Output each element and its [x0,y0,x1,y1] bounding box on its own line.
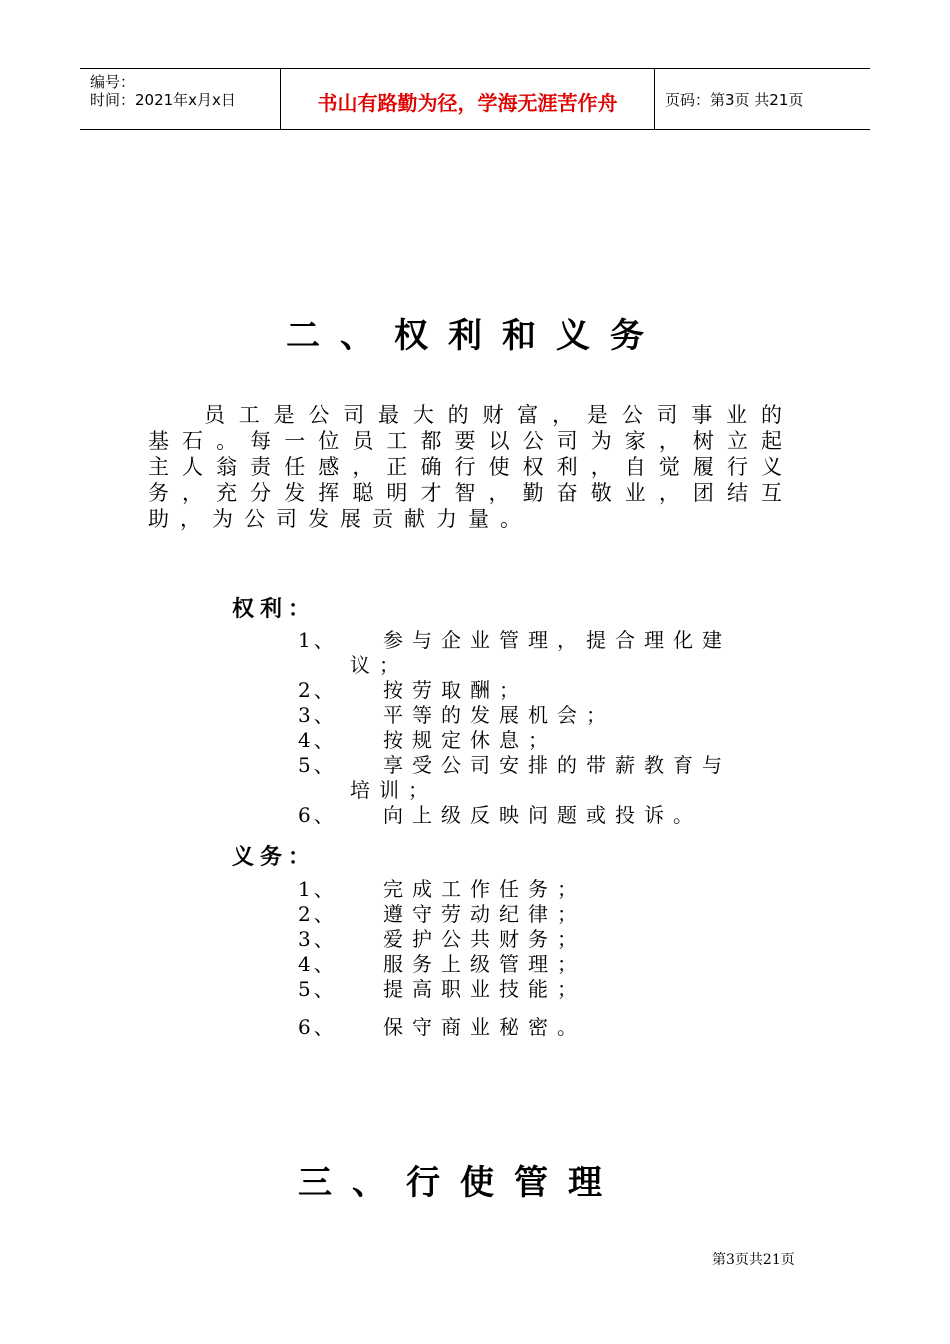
item-text: 享受公司安排的带薪教育与 [383,753,731,777]
item-number: 2、 [298,678,337,702]
document-code-label: 编号： [90,73,136,91]
item-number: 5、 [298,977,337,1001]
item-text: 参与企业管理，提合理化建 [383,628,731,652]
header-motto-cell [280,69,655,129]
item-text: 向上级反映问题或投诉。 [383,803,702,827]
paragraph-line: 员工是公司最大的财富，是公司事业的 [204,403,790,427]
item-text: 遵守劳动纪律； [383,902,586,926]
page-header [80,68,870,130]
item-number: 5、 [298,753,337,777]
paragraph-line: 基石。每一位员工都要以公司为家，树立起 [148,429,790,453]
item-number: 6、 [298,803,337,827]
item-number: 3、 [298,703,337,727]
item-number: 4、 [298,728,337,752]
item-text-continued: 议； [350,653,408,677]
item-text: 保守商业秘密。 [383,1015,586,1039]
document-time-label: 时间：2021年x月x日 [90,91,236,109]
footer-page-number: 第3页共21页 [712,1252,795,1268]
item-number: 1、 [298,628,337,652]
item-number: 3、 [298,927,337,951]
paragraph-line: 助，为公司发展贡献力量。 [148,507,532,531]
item-text: 提高职业技能； [383,977,586,1001]
header-motto: 书山有路勤为径，学海无涯苦作舟 [317,91,618,115]
item-text: 完成工作任务； [383,877,586,901]
item-number: 1、 [298,877,337,901]
header-page-cell [655,69,870,129]
item-text: 按劳取酬； [383,678,528,702]
item-text-continued: 培训； [350,778,437,802]
item-text: 平等的发展机会； [383,703,615,727]
rights-heading: 权利： [232,597,317,622]
item-text: 爱护公共财务； [383,927,586,951]
item-number: 2、 [298,902,337,926]
item-number: 4、 [298,952,337,976]
intro-paragraph [148,402,790,532]
header-page-number: 页码：第3页 共21页 [665,91,804,109]
header-info-cell [80,69,280,129]
item-number: 6、 [298,1015,337,1039]
paragraph-line: 主人翁责任感，正确行使权利，自觉履行义 [148,455,790,479]
item-text: 服务上级管理； [383,952,586,976]
section-title-management: 三、行使管理 [298,1163,622,1203]
item-text: 按规定休息； [383,728,557,752]
paragraph-line: 务，充分发挥聪明才智，勤奋敬业，团结互 [148,481,790,505]
section-title-rights-duties: 二、权利和义务 [286,316,664,356]
duties-heading: 义务： [232,845,317,870]
